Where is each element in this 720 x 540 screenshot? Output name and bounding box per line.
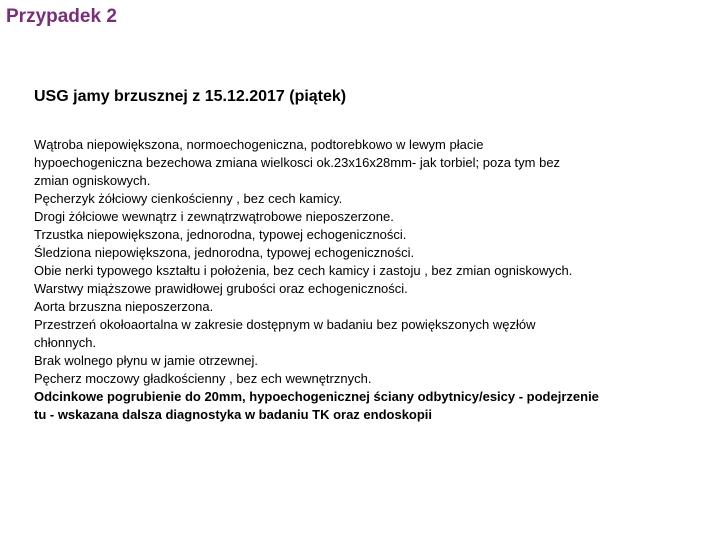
report-line: Obie nerki typowego kształtu i położenia, bez cech kamicy i zastoju , bez zmian ogniskowych.: [34, 263, 573, 278]
report-line: Przestrzeń okołoaortalna w zakresie dostępnym w badaniu bez powiększonych węzłów: [34, 317, 536, 332]
report-line: Trzustka niepowiększona, jednorodna, typowej echogeniczności.: [34, 227, 407, 242]
report-line: Pęcherzyk żółciowy cienkościenny , bez cech kamicy.: [34, 191, 343, 206]
report-line: Aorta brzuszna nieposzerzona.: [34, 299, 214, 314]
report-line: hypoechogeniczna bezechowa zmiana wielkosci ok.23x16x28mm- jak torbiel; poza tym bez: [34, 155, 561, 170]
report-line: Pęcherz moczowy gładkościenny , bez ech wewnętrznych.: [34, 371, 372, 386]
report-line: zmian ogniskowych.: [34, 173, 151, 188]
exam-heading: USG jamy brzusznej z 15.12.2017 (piątek): [34, 88, 347, 105]
report-line: Brak wolnego płynu w jamie otrzewnej.: [34, 353, 258, 368]
report-line: chłonnych.: [34, 335, 97, 350]
report-body: [34, 136, 674, 424]
report-conclusion-line: Odcinkowe pogrubienie do 20mm, hypoechogenicznej ściany odbytnicy/esicy - podejrzenie: [34, 389, 599, 404]
page-title: Przypadek 2: [6, 6, 117, 27]
report-line: Warstwy miąższowe prawidłowej grubości oraz echogeniczności.: [34, 281, 408, 296]
report-line: Drogi żółciowe wewnątrz i zewnątrzwątrobowe nieposzerzone.: [34, 209, 394, 224]
report-line: Wątroba niepowiększona, normoechogeniczna, podtorebkowo w lewym płacie: [34, 137, 484, 152]
report-conclusion-line: tu - wskazana dalsza diagnostyka w badaniu TK oraz endoskopii: [34, 407, 433, 422]
report-line: Śledziona niepowiększona, jednorodna, typowej echogeniczności.: [34, 245, 415, 260]
